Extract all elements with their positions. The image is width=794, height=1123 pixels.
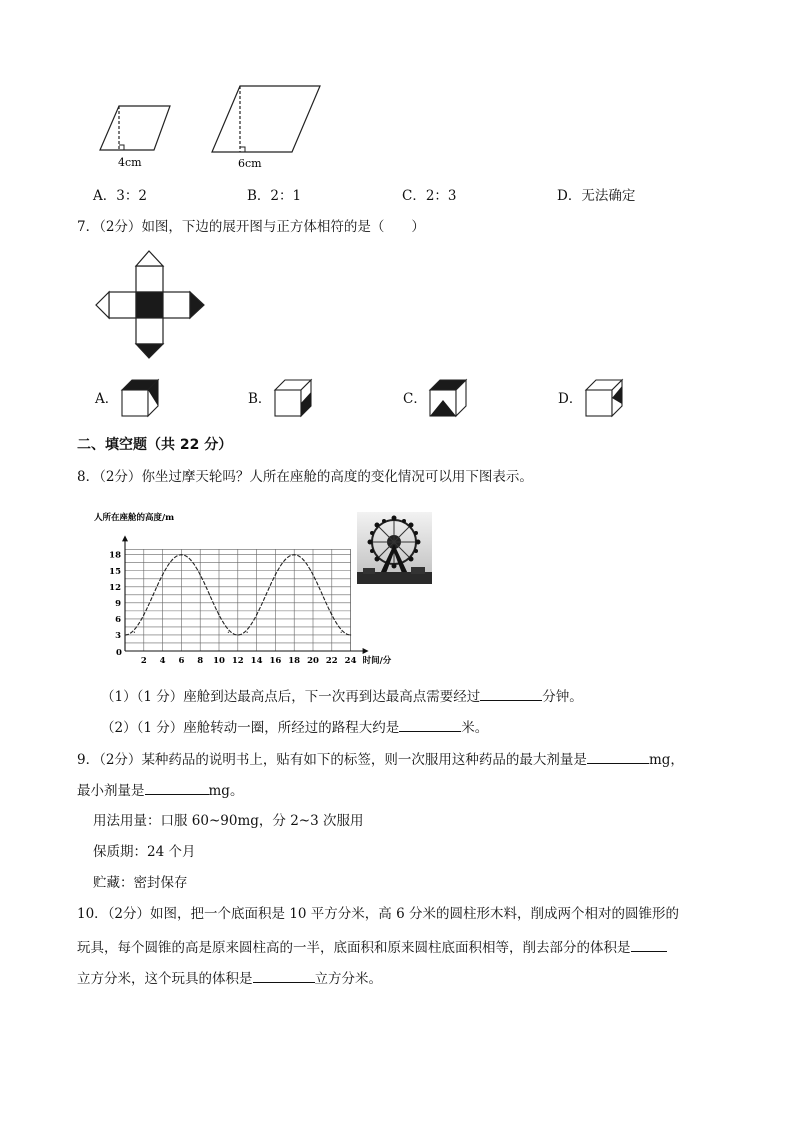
data-point xyxy=(171,559,172,560)
data-point xyxy=(162,574,163,575)
data-point xyxy=(331,614,332,615)
x-tick-label: 24 xyxy=(344,656,357,666)
data-point xyxy=(124,634,125,635)
q7-option-d-label[interactable]: D． xyxy=(558,391,583,407)
x-tick-label: 10 xyxy=(213,656,225,666)
y-tick-label: 3 xyxy=(115,630,121,641)
data-point xyxy=(181,554,182,555)
q9-stem: 9．（2分）某种药品的说明书上，贴有如下的标签，则一次服用这种药品的最大剂量是 mg， xyxy=(77,749,684,769)
large-base-label: 6cm xyxy=(238,157,262,170)
data-point xyxy=(153,594,154,595)
x-tick-label: 8 xyxy=(197,656,204,666)
ferris-wheel-photo xyxy=(357,512,432,584)
data-point xyxy=(284,559,285,560)
q8-sub2-answer-blank[interactable] xyxy=(399,717,461,732)
y-tick-label: 6 xyxy=(115,614,121,625)
small-base-label: 4cm xyxy=(118,156,142,169)
data-point xyxy=(294,554,295,555)
x-tick-label: 4 xyxy=(159,656,166,666)
q9-line2: 最小剂量是 mg。 xyxy=(77,780,243,800)
data-point xyxy=(134,632,135,633)
q8-sub2: （2）（1 分）座舱转动一圈，所经过的路程大约是 米。 xyxy=(101,717,488,737)
data-point xyxy=(322,594,323,595)
x-tick-label: 18 xyxy=(288,656,301,666)
y-tick-label: 18 xyxy=(109,550,121,561)
q9-label-line-1: 用法用量：口服 60~90mg，分 2~3 次服用 xyxy=(93,813,364,829)
x-tick-label: 6 xyxy=(178,656,185,666)
q6-option-b[interactable]: B．2：1 xyxy=(247,188,302,204)
data-point xyxy=(218,614,219,615)
large-right-angle xyxy=(240,147,245,152)
data-point xyxy=(350,634,351,635)
q10-line1: 10．（2分）如图，把一个底面积是 10 平方分米，高 6 分米的圆柱形木料，削成两个相对的圆锥形的 xyxy=(77,906,679,922)
q9-min-dose-blank[interactable] xyxy=(145,780,209,795)
q10-toy-volume-blank[interactable] xyxy=(253,968,315,983)
data-point xyxy=(190,559,191,560)
data-point xyxy=(209,594,210,595)
data-point xyxy=(228,632,229,633)
y-tick-label: 15 xyxy=(109,566,121,577)
x-tick-label: 16 xyxy=(269,656,282,666)
cube-net-figure xyxy=(94,248,208,362)
y-tick-label: 12 xyxy=(109,582,121,593)
q9-label-line-3: 贮藏：密封保存 xyxy=(93,875,188,891)
q6-option-a[interactable]: A．3：2 xyxy=(93,188,147,204)
q10-line2: 玩具，每个圆锥的高是原来圆柱高的一半，底面积和原来圆柱底面积相等，削去部分的体积是 xyxy=(77,937,667,957)
y-axis-arrow xyxy=(122,535,128,541)
data-point xyxy=(265,594,266,595)
x-tick-label: 22 xyxy=(325,656,338,666)
data-point xyxy=(247,632,248,633)
q7-option-c-label[interactable]: C． xyxy=(403,391,427,407)
section-heading: 二、填空题（共 22 分） xyxy=(77,437,233,453)
data-point xyxy=(143,614,144,615)
data-point xyxy=(200,574,201,575)
data-point xyxy=(275,574,276,575)
y-axis-title: 人所在座舱的高度/m xyxy=(94,513,175,523)
q7-option-a-label[interactable]: A． xyxy=(95,391,119,407)
q9-label-line-2: 保质期：24 个月 xyxy=(93,844,196,860)
q7-option-b-cube[interactable] xyxy=(273,378,315,418)
q7-option-d-cube[interactable] xyxy=(584,378,626,418)
small-parallelogram xyxy=(100,106,170,150)
parallelogram-figures xyxy=(90,80,340,172)
x-tick-label: 12 xyxy=(231,656,244,666)
q9-max-dose-blank[interactable] xyxy=(587,749,649,764)
q8-stem: 8．（2分）你坐过摩天轮吗？人所在座舱的高度的变化情况可以用下图表示。 xyxy=(77,469,533,485)
data-point xyxy=(303,559,304,560)
data-point xyxy=(237,634,238,635)
x-axis-arrow xyxy=(363,648,369,654)
data-point xyxy=(341,632,342,633)
q6-option-d[interactable]: D．无法确定 xyxy=(557,188,636,204)
x-tick-label: 20 xyxy=(307,656,319,666)
large-parallelogram xyxy=(212,86,320,152)
q7-option-b-label[interactable]: B． xyxy=(248,391,272,407)
x-axis-title: 时间/分 xyxy=(362,656,392,666)
x-tick-label: 2 xyxy=(140,656,147,666)
data-point xyxy=(312,574,313,575)
ferris-wheel-height-chart xyxy=(92,508,392,668)
q6-option-c[interactable]: C．2：3 xyxy=(402,188,457,204)
y-tick-label: 9 xyxy=(115,598,121,609)
small-right-angle xyxy=(119,145,124,150)
q8-sub1-answer-blank[interactable] xyxy=(480,686,542,701)
data-point xyxy=(256,614,257,615)
q7-option-a-cube[interactable] xyxy=(120,378,162,418)
q10-cut-volume-blank[interactable] xyxy=(631,937,667,952)
q8-sub1: （1）（1 分）座舱到达最高点后，下一次再到达最高点需要经过 分钟。 xyxy=(101,686,583,706)
q7-option-c-cube[interactable] xyxy=(428,378,470,418)
q7-stem: 7．（2分）如图，下边的展开图与正方体相符的是（ ） xyxy=(77,219,425,235)
origin-label: 0 xyxy=(116,648,122,658)
q10-line3: 立方分米，这个玩具的体积是 立方分米。 xyxy=(77,968,382,988)
x-tick-label: 14 xyxy=(250,656,263,666)
